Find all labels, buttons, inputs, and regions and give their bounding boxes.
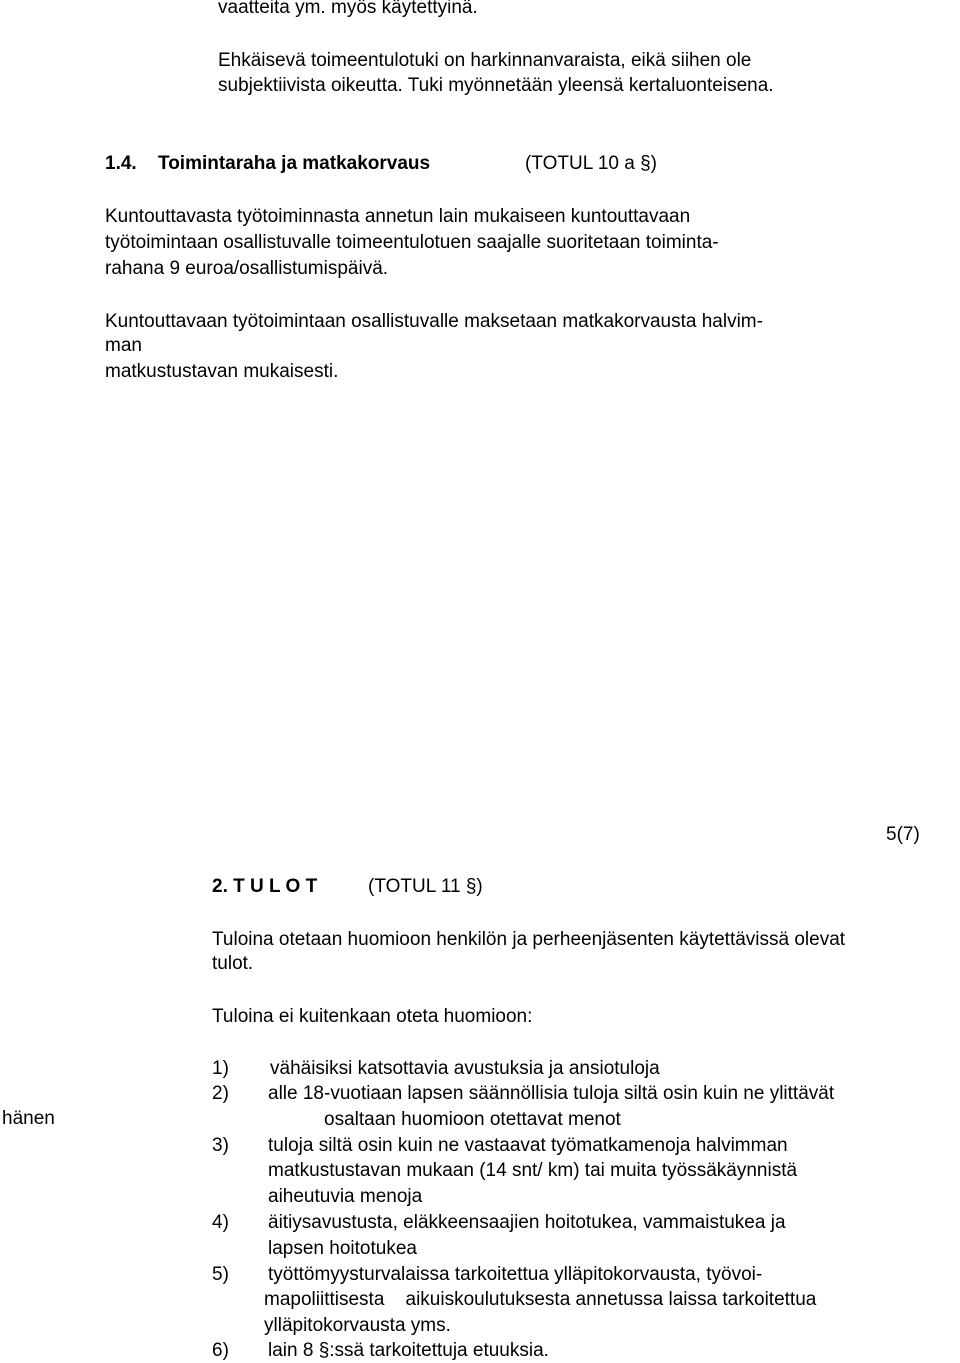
list-item-number: 3) xyxy=(212,1135,229,1156)
list-item-text: alle 18-vuotiaan lapsen säännöllisia tuloja siltä osin kuin ne ylittävät xyxy=(268,1083,835,1104)
paragraph-line: Tuloina otetaan huomioon henkilön ja perheenjäsenten käytettävissä olevat xyxy=(212,929,846,950)
list-item-text: vähäisiksi katsottavia avustuksia ja ansiotuloja xyxy=(270,1058,660,1079)
section-heading: 2. T U L O T xyxy=(212,876,318,897)
list-item-text: äitiysavustusta, eläkkeensaajien hoitotukea, vammaistukea ja xyxy=(268,1212,786,1233)
paragraph-line: man xyxy=(105,335,142,356)
list-item-number: 6) xyxy=(212,1340,229,1361)
exclusions-heading: Tuloina ei kuitenkaan oteta huomioon: xyxy=(212,1006,533,1027)
list-item-text: matkustustavan mukaan (14 snt/ km) tai muita työssäkäynnistä xyxy=(268,1160,798,1181)
list-item-number: 4) xyxy=(212,1212,229,1233)
section-reference: (TOTUL 11 §) xyxy=(368,876,483,897)
list-item-text: osaltaan huomioon otettavat menot xyxy=(324,1109,621,1130)
section-number: 1.4. xyxy=(105,153,137,174)
list-item-text: työttömyysturvalaissa tarkoitettua ylläpitokorvausta, työvoi- xyxy=(268,1264,763,1285)
paragraph-line: työtoimintaan osallistuvalle toimeentulotuen saajalle suoritetaan toiminta- xyxy=(105,232,719,253)
section-title: Toimintaraha ja matkakorvaus xyxy=(158,153,431,174)
list-item-number: 5) xyxy=(212,1264,229,1285)
paragraph-line: Ehkäisevä toimeentulotuki on harkinnanvaraista, eikä siihen ole xyxy=(218,50,752,71)
page-number: 5(7) xyxy=(886,824,920,845)
list-item-text: lain 8 §:ssä tarkoitettuja etuuksia. xyxy=(268,1340,549,1361)
paragraph-line: subjektiivista oikeutta. Tuki myönnetään yleensä kertaluonteisena. xyxy=(218,75,774,96)
paragraph-line: rahana 9 euroa/osallistumispäivä. xyxy=(105,258,389,279)
paragraph-line: Kuntouttavasta työtoiminnasta annetun lain mukaiseen kuntouttavaan xyxy=(105,206,691,227)
paragraph-line: tulot. xyxy=(212,953,254,974)
list-item-text: lapsen hoitotukea xyxy=(268,1238,417,1259)
list-item-number: 1) xyxy=(212,1058,229,1079)
paragraph-line: Kuntouttavaan työtoimintaan osallistuvalle maksetaan matkakorvausta halvim- xyxy=(105,311,763,332)
list-item-text: aiheutuvia menoja xyxy=(268,1186,423,1207)
list-item-text: ylläpitokorvausta yms. xyxy=(264,1315,451,1336)
list-item-text: tuloja siltä osin kuin ne vastaavat työmatkamenoja halvimman xyxy=(268,1135,788,1156)
list-item-number: 2) xyxy=(212,1083,229,1104)
continuation-line: vaatteita ym. myös käytettyinä. xyxy=(218,0,478,18)
margin-word: hänen xyxy=(2,1108,55,1129)
section-reference: (TOTUL 10 a §) xyxy=(525,153,657,174)
paragraph-line: matkustustavan mukaisesti. xyxy=(105,361,339,382)
list-item-text: mapoliittisesta aikuiskoulutuksesta annetussa laissa tarkoitettua xyxy=(264,1289,817,1310)
